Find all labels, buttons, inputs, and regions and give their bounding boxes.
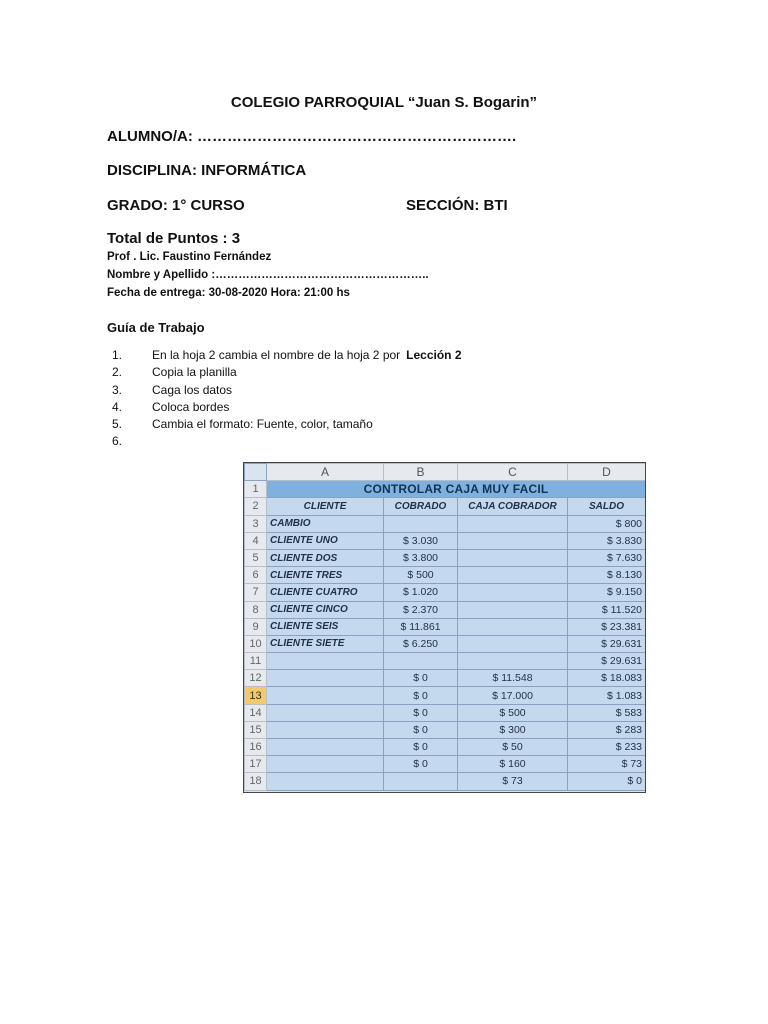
task-list [112, 347, 462, 451]
table-row [245, 584, 646, 601]
cell-caja-cobrador [458, 515, 568, 532]
table-row [245, 721, 646, 738]
task-number: 3. [112, 382, 123, 397]
cell-saldo: $ 3.830 [568, 532, 646, 549]
cell-cliente: CLIENTE SIETE [267, 635, 384, 652]
cell-caja-cobrador: $ 50 [458, 739, 568, 756]
cell-cliente: CLIENTE TRES [267, 567, 384, 584]
cell-cliente: CLIENTE UNO [267, 532, 384, 549]
cell-cliente [267, 739, 384, 756]
cell-cliente [267, 773, 384, 790]
table-row [245, 653, 646, 670]
task-text: Cambia el formato: Fuente, color, tamaño [152, 417, 373, 432]
cell-caja-cobrador [458, 601, 568, 618]
task-text: Caga los datos [152, 382, 233, 397]
cell-cobrado: $ 0 [384, 704, 458, 721]
row-header: 9 [245, 618, 267, 635]
cell-saldo: $ 29.631 [568, 653, 646, 670]
table-row [245, 670, 646, 687]
list-item [112, 399, 462, 416]
table-header-row [245, 498, 646, 515]
table-row [245, 756, 646, 773]
cell-cliente: CLIENTE DOS [267, 549, 384, 566]
row-header: 18 [245, 773, 267, 790]
table-row [245, 515, 646, 532]
cell-saldo: $ 18.083 [568, 670, 646, 687]
cell-caja-cobrador [458, 635, 568, 652]
table-row [245, 601, 646, 618]
cell-caja-cobrador: $ 500 [458, 704, 568, 721]
cell-caja-cobrador: $ 11.548 [458, 670, 568, 687]
cell-cliente: CLIENTE CINCO [267, 601, 384, 618]
cell-cobrado: $ 0 [384, 721, 458, 738]
seccion-field: SECCIÓN: BTI [406, 197, 508, 214]
cell-caja-cobrador: $ 73 [458, 773, 568, 790]
cell-cliente: CLIENTE CUATRO [267, 584, 384, 601]
cell-cliente: CLIENTE SEIS [267, 618, 384, 635]
cell-caja-cobrador [458, 653, 568, 670]
cell-saldo: $ 1.083 [568, 687, 646, 704]
row-header: 1 [245, 481, 267, 498]
column-header-row [245, 464, 646, 481]
cell-saldo: $ 73 [568, 756, 646, 773]
row-header: 11 [245, 653, 267, 670]
task-text: En la hoja 2 cambia el nombre de la hoja 2 por [152, 348, 401, 362]
cell-cobrado: $ 1.020 [384, 584, 458, 601]
nombre-apellido-field: Nombre y Apellido :……………………………………………….. [107, 269, 429, 281]
cell-saldo: $ 283 [568, 721, 646, 738]
row-header: 16 [245, 739, 267, 756]
cell-cliente [267, 653, 384, 670]
cell-cliente [267, 670, 384, 687]
list-item [112, 416, 462, 433]
cell-cobrado: $ 6.250 [384, 635, 458, 652]
row-header: 10 [245, 635, 267, 652]
cell-caja-cobrador [458, 549, 568, 566]
grado-field: GRADO: 1° CURSO [107, 197, 245, 214]
row-header: 17 [245, 756, 267, 773]
cell-caja-cobrador [458, 584, 568, 601]
row-header: 4 [245, 532, 267, 549]
list-item [112, 433, 462, 450]
table-row [245, 635, 646, 652]
row-header: 12 [245, 670, 267, 687]
column-header: C [458, 464, 568, 481]
cell-cobrado: $ 3.800 [384, 549, 458, 566]
cell-cobrado: $ 0 [384, 670, 458, 687]
spreadsheet-grid [244, 463, 646, 791]
total-puntos: Total de Puntos : 3 [107, 230, 241, 247]
table-header-cell: SALDO [568, 498, 646, 515]
cell-cliente [267, 704, 384, 721]
spreadsheet-image [243, 462, 646, 793]
cell-caja-cobrador: $ 17.000 [458, 687, 568, 704]
cell-cobrado: $ 0 [384, 687, 458, 704]
list-item [112, 382, 462, 399]
cell-saldo: $ 233 [568, 739, 646, 756]
fecha-entrega: Fecha de entrega: 30-08-2020 Hora: 21:00 hs [107, 287, 350, 299]
cell-cobrado: $ 3.030 [384, 532, 458, 549]
list-item [112, 347, 462, 364]
cell-cobrado [384, 773, 458, 790]
table-row [245, 704, 646, 721]
table-row [245, 532, 646, 549]
cell-saldo: $ 9.150 [568, 584, 646, 601]
table-header-cell: CLIENTE [267, 498, 384, 515]
task-number: 5. [112, 417, 123, 432]
task-number: 4. [112, 399, 123, 414]
cell-caja-cobrador: $ 160 [458, 756, 568, 773]
row-header: 13 [245, 687, 267, 704]
cell-saldo: $ 23.381 [568, 618, 646, 635]
disciplina-field: DISCIPLINA: INFORMÁTICA [107, 162, 307, 179]
table-row [245, 618, 646, 635]
table-row [245, 549, 646, 566]
table-row [245, 773, 646, 790]
cell-saldo: $ 583 [568, 704, 646, 721]
cell-cobrado: $ 0 [384, 756, 458, 773]
column-header: D [568, 464, 646, 481]
cell-cobrado [384, 515, 458, 532]
row-header: 2 [245, 498, 267, 515]
task-text: Coloca bordes [152, 399, 230, 414]
row-header: 5 [245, 549, 267, 566]
row-header: 7 [245, 584, 267, 601]
table-row [245, 567, 646, 584]
cell-cliente [267, 687, 384, 704]
cell-saldo: $ 11.520 [568, 601, 646, 618]
row-header: 15 [245, 721, 267, 738]
cell-caja-cobrador: $ 300 [458, 721, 568, 738]
cell-caja-cobrador [458, 567, 568, 584]
select-all-corner [245, 464, 267, 481]
table-header-cell: COBRADO [384, 498, 458, 515]
cell-saldo: $ 8.130 [568, 567, 646, 584]
task-emphasis: Lección 2 [406, 348, 462, 362]
cell-saldo: $ 29.631 [568, 635, 646, 652]
cell-saldo: $ 7.630 [568, 549, 646, 566]
column-header: A [267, 464, 384, 481]
row-header: 8 [245, 601, 267, 618]
alumno-field: ALUMNO/A: ………………………………………………………. [107, 128, 517, 145]
cell-caja-cobrador [458, 618, 568, 635]
cell-cliente [267, 721, 384, 738]
cell-cliente: CAMBIO [267, 515, 384, 532]
sheet-banner: CONTROLAR CAJA MUY FACIL [267, 481, 646, 498]
task-number: 2. [112, 365, 123, 380]
row-header: 6 [245, 567, 267, 584]
column-header: B [384, 464, 458, 481]
school-title: COLEGIO PARROQUIAL “Juan S. Bogarin” [230, 94, 538, 111]
table-header-cell: CAJA COBRADOR [458, 498, 568, 515]
cell-cobrado [384, 653, 458, 670]
table-row [245, 739, 646, 756]
list-item [112, 364, 462, 381]
task-text: Copia la planilla [152, 365, 237, 380]
row-header: 3 [245, 515, 267, 532]
table-row [245, 687, 646, 704]
cell-saldo: $ 0 [568, 773, 646, 790]
task-number: 1. [112, 348, 123, 362]
cell-cliente [267, 756, 384, 773]
task-number: 6. [112, 434, 123, 449]
row-header: 14 [245, 704, 267, 721]
cell-cobrado: $ 0 [384, 739, 458, 756]
cell-caja-cobrador [458, 532, 568, 549]
guia-title: Guía de Trabajo [107, 320, 205, 335]
cell-saldo: $ 800 [568, 515, 646, 532]
table-row [245, 481, 646, 498]
cell-cobrado: $ 11.861 [384, 618, 458, 635]
cell-cobrado: $ 500 [384, 567, 458, 584]
cell-cobrado: $ 2.370 [384, 601, 458, 618]
profesor-name: Prof . Lic. Faustino Fernández [107, 251, 272, 263]
